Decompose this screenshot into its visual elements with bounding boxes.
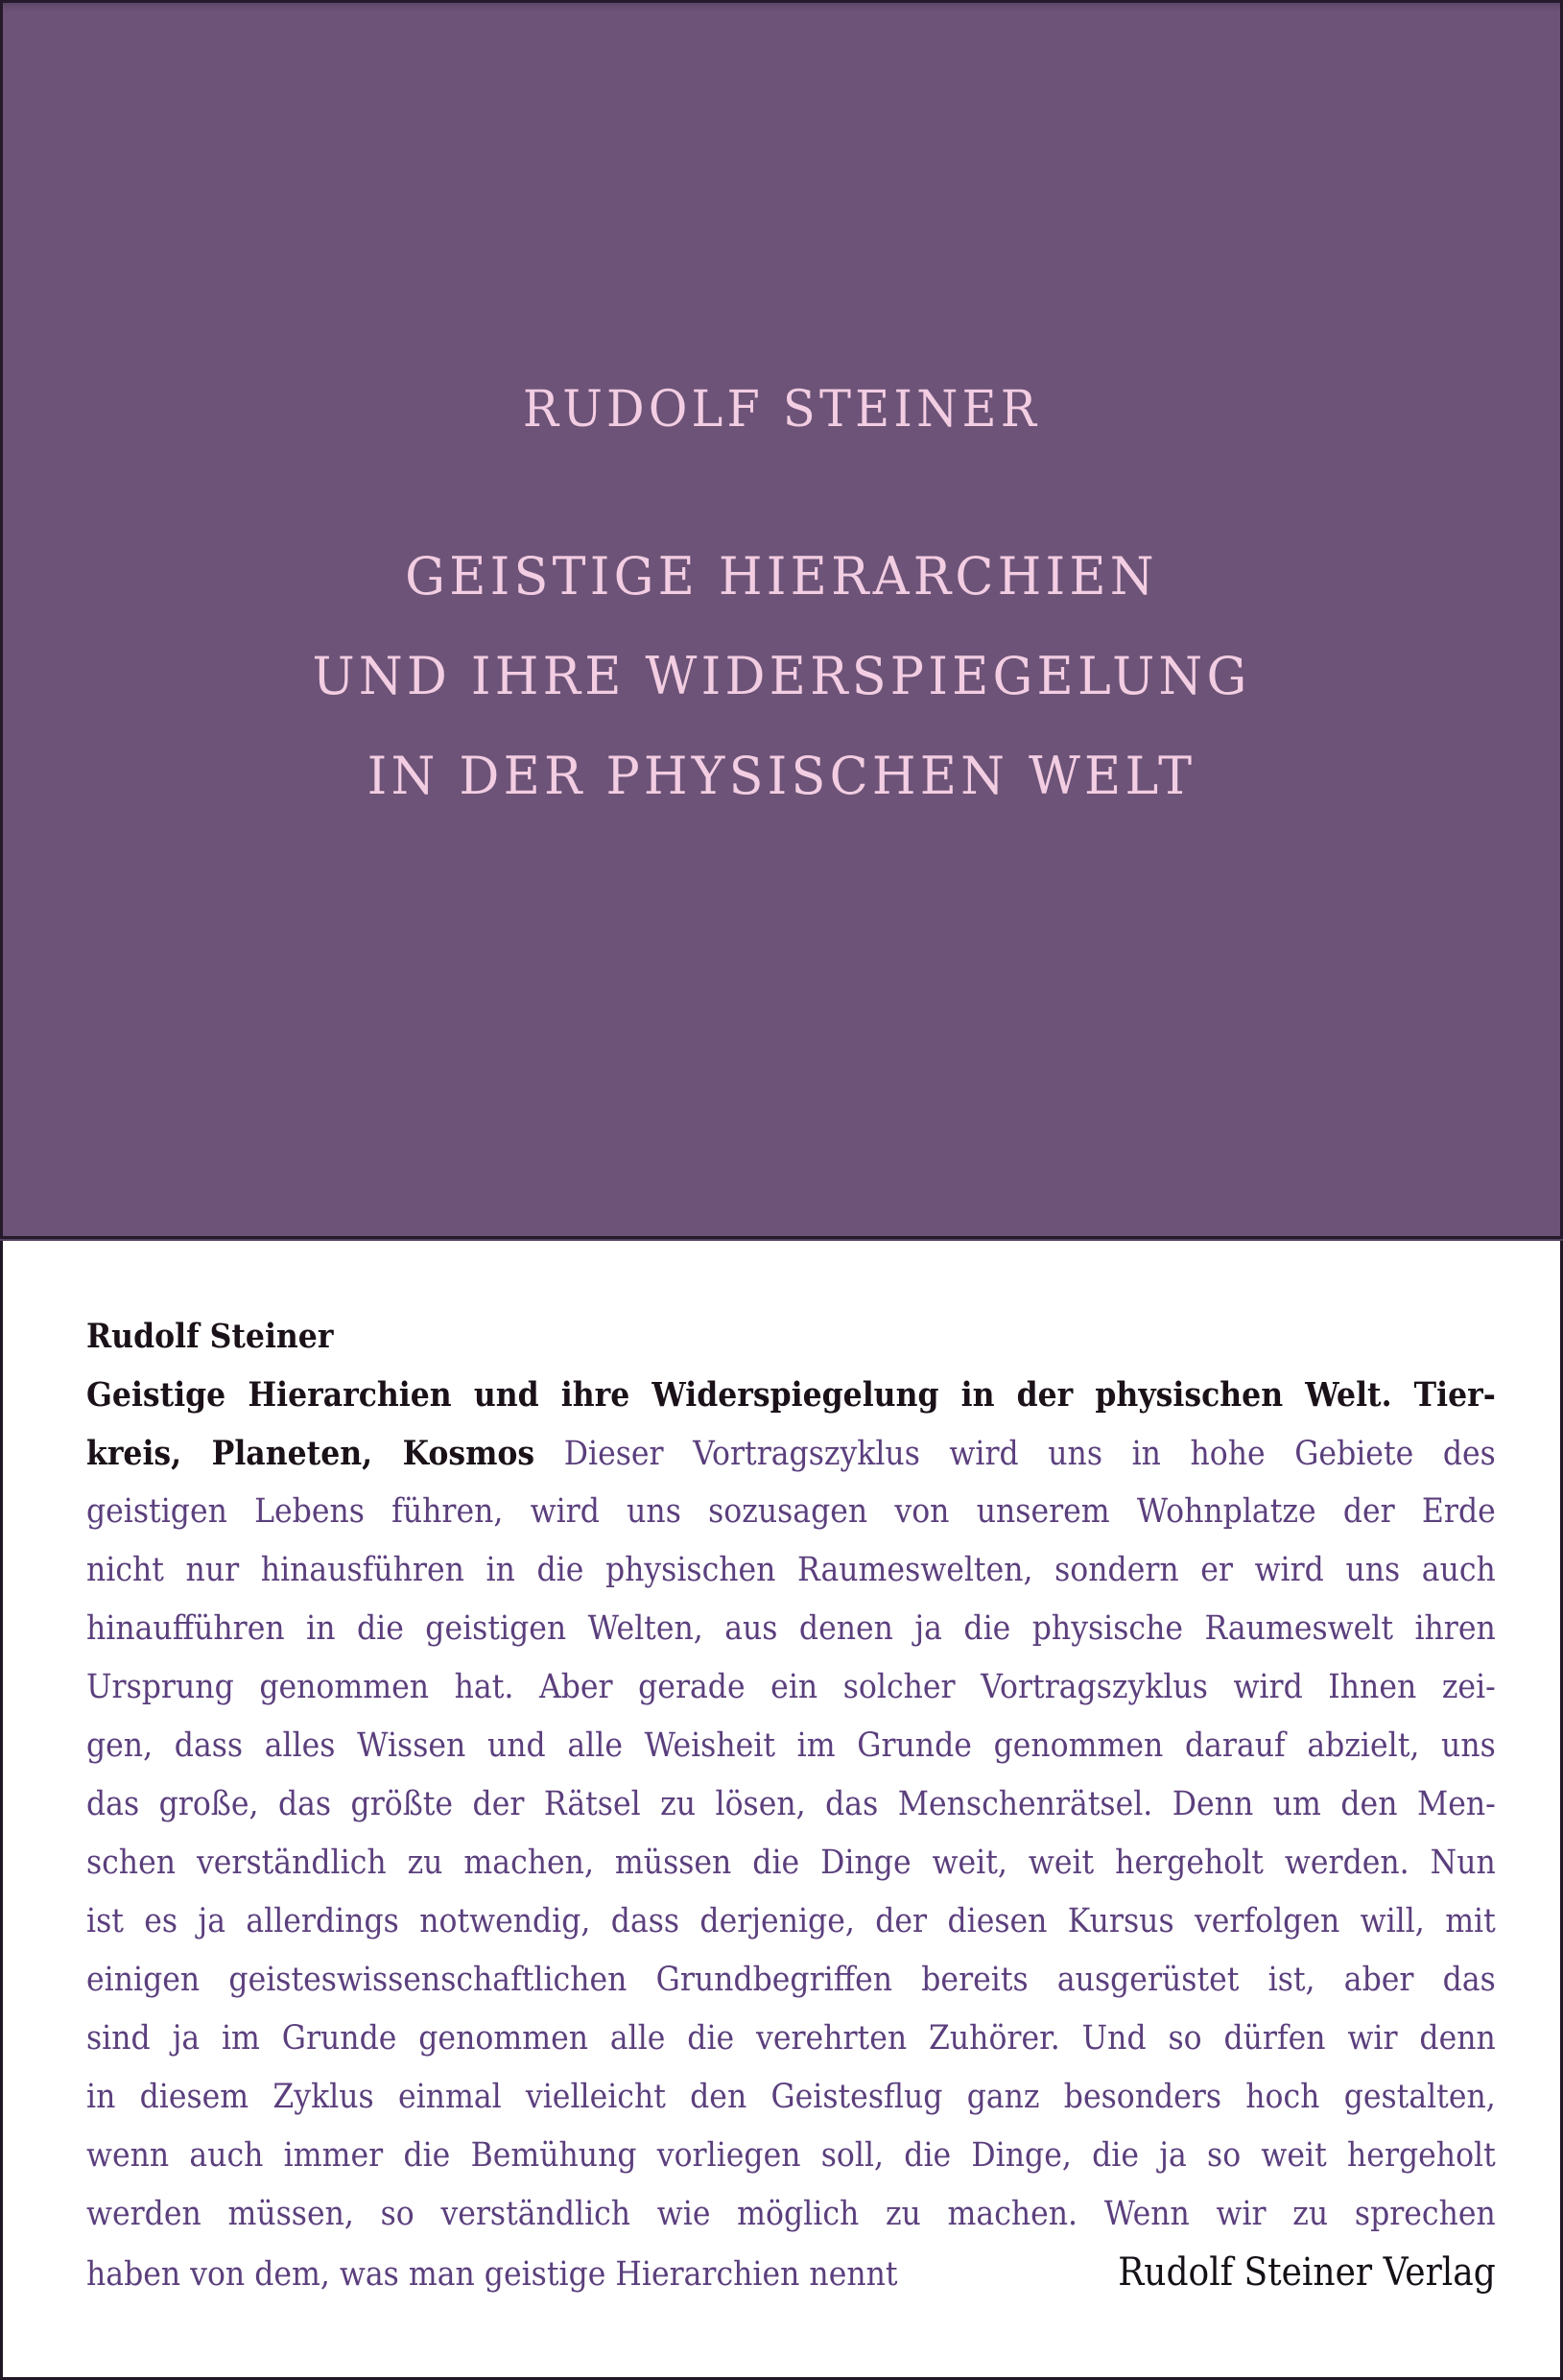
excerpt-line: das große, das größte der Rätsel zu lösen, das Menschenrätsel. Denn um den Men- [86, 1785, 1496, 1823]
blurb-title-bold-fragment: kreis, Planeten, Kosmos [86, 1434, 535, 1473]
excerpt-fragment: haben von dem, was man geistige Hierarchien nennt [86, 2255, 898, 2294]
excerpt-fragment: Dieser Vortragszyklus wird uns in hohe Gebiete des [563, 1435, 1496, 1473]
excerpt-line: werden müssen, so verständlich wie möglich zu machen. Wenn wir zu sprechen [86, 2195, 1496, 2233]
excerpt-line: gen, dass alles Wissen und alle Weisheit im Grunde genommen darauf abzielt, uns [86, 1726, 1496, 1765]
blurb-author-line: Rudolf Steiner [86, 1317, 334, 1356]
excerpt-line: nicht nur hinausführen in die physischen Raumeswelten, sondern er wird uns auch [86, 1551, 1496, 1589]
excerpt-line: Ursprung genommen hat. Aber gerade ein solcher Vortragszyklus wird Ihnen zei- [86, 1668, 1496, 1706]
cover-title [0, 527, 1563, 826]
excerpt-last-line [86, 2244, 1496, 2302]
excerpt-line: wenn auch immer die Bemühung vorliegen soll, die Dinge, die ja so weit hergeholt [86, 2136, 1496, 2175]
excerpt-line: geistigen Lebens führen, wird uns sozusagen von unserem Wohnplatze der Erde [86, 1492, 1496, 1531]
blurb-title-and-excerpt-line [86, 1424, 1496, 1483]
publisher-name: Rudolf Steiner Verlag [1118, 2250, 1496, 2295]
cover-title-line: GEISTIGE HIERARCHIEN [405, 546, 1158, 607]
excerpt-line: sind ja im Grunde genommen alle die verehrten Zuhörer. Und so dürfen wir denn [86, 2019, 1496, 2058]
excerpt-line: einigen geisteswissenschaftlichen Grundbegriffen bereits ausgerüstet ist, aber das [86, 1961, 1496, 1999]
blurb-title-line: Geistige Hierarchien und ihre Widerspiegelung in der physischen Welt. Tier- [86, 1375, 1496, 1415]
excerpt-line: ist es ja allerdings notwendig, dass derjenige, der diesen Kursus verfolgen will, mit [86, 1902, 1496, 1940]
cover-title-line: UND IHRE WIDERSPIEGELUNG [312, 646, 1251, 706]
cover-title-line: IN DER PHYSISCHEN WELT [367, 746, 1196, 806]
blurb-text-panel [86, 1307, 1496, 2302]
excerpt-line: schen verständlich zu machen, müssen die Dinge weit, weit hergeholt werden. Nun [86, 1844, 1496, 1882]
cover-author-name: RUDOLF STEINER [522, 381, 1041, 439]
excerpt-line: in diesem Zyklus einmal vielleicht den Geistesflug ganz besonders hoch gestalten, [86, 2078, 1496, 2116]
excerpt-line: hinaufführen in die geistigen Welten, aus denen ja die physische Raumeswelt ihren [86, 1609, 1496, 1648]
